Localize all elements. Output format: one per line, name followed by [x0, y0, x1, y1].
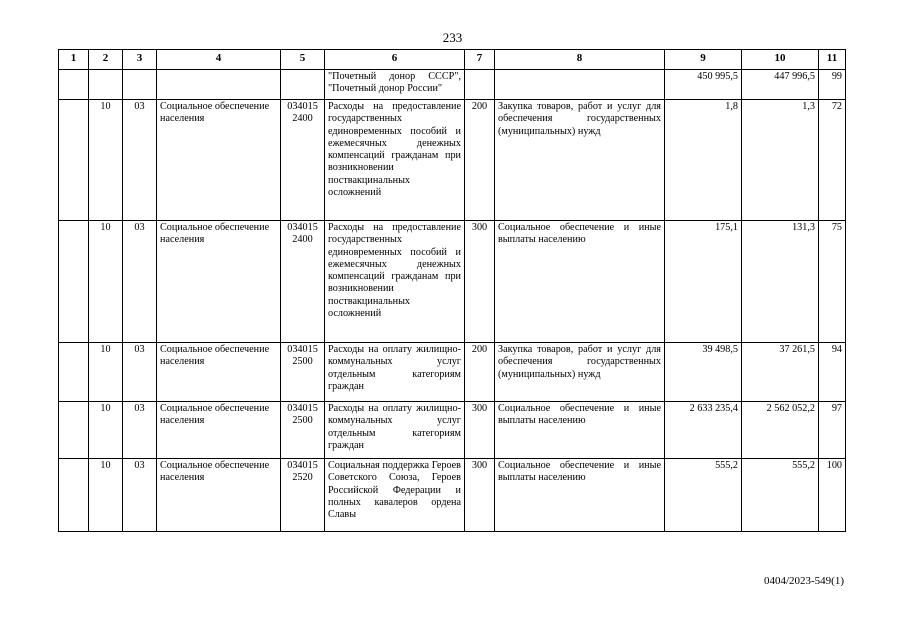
cell-target-name: Расходы на предоставление государственных единовременных пособий и ежемесячных денежных компенсаций гражданам при возникновении поствакцинальных осложнений	[325, 100, 465, 221]
continuation-row	[59, 70, 846, 100]
cell-subsection	[123, 70, 157, 100]
cell-expense-type	[465, 70, 495, 100]
cell-plan-amount: 555,2	[665, 459, 742, 532]
header-cell-8: 8	[495, 50, 665, 70]
cell-target-code: 034015 2400	[281, 100, 325, 221]
cell-target-code: 034015 2400	[281, 221, 325, 343]
cell-percent: 100	[819, 459, 846, 532]
header-cell-6: 6	[325, 50, 465, 70]
header-cell-10: 10	[742, 50, 819, 70]
cell-col1	[59, 70, 89, 100]
header-cell-3: 3	[123, 50, 157, 70]
cell-col1	[59, 402, 89, 459]
cell-expense-type: 300	[465, 459, 495, 532]
cell-subsection: 03	[123, 402, 157, 459]
cell-target-name: Социальная поддержка Героев Советского Союза, Героев Российской Федерации и полных кавалеров ордена Славы	[325, 459, 465, 532]
budget-table	[58, 49, 846, 532]
cell-actual-amount: 37 261,5	[742, 343, 819, 402]
cell-col1	[59, 221, 89, 343]
cell-expense-name: Социальное обеспечение и иные выплаты населению	[495, 402, 665, 459]
header-cell-11: 11	[819, 50, 846, 70]
cell-col1	[59, 100, 89, 221]
cell-actual-amount: 1,3	[742, 100, 819, 221]
header-cell-7: 7	[465, 50, 495, 70]
cell-actual-amount: 447 996,5	[742, 70, 819, 100]
cell-plan-amount: 1,8	[665, 100, 742, 221]
cell-expense-name: Закупка товаров, работ и услуг для обеспечения государственных (муниципальных) нужд	[495, 100, 665, 221]
cell-section: 10	[89, 343, 123, 402]
cell-expense-name: Социальное обеспечение и иные выплаты населению	[495, 221, 665, 343]
cell-col1	[59, 459, 89, 532]
cell-percent: 99	[819, 70, 846, 100]
cell-section: 10	[89, 459, 123, 532]
cell-plan-amount: 175,1	[665, 221, 742, 343]
header-cell-9: 9	[665, 50, 742, 70]
cell-expense-name	[495, 70, 665, 100]
cell-section	[89, 70, 123, 100]
table-row	[59, 459, 846, 532]
cell-target-name: Расходы на оплату жилищно-коммунальных услуг отдельным категориям граждан	[325, 343, 465, 402]
table-row	[59, 343, 846, 402]
cell-plan-amount: 39 498,5	[665, 343, 742, 402]
cell-col1	[59, 343, 89, 402]
cell-section-name	[157, 70, 281, 100]
cell-section-name: Социальное обеспечение населения	[157, 402, 281, 459]
cell-actual-amount: 555,2	[742, 459, 819, 532]
cell-section-name: Социальное обеспечение населения	[157, 221, 281, 343]
cell-target-name: "Почетный донор СССР", "Почетный донор России"	[325, 70, 465, 100]
cell-section: 10	[89, 221, 123, 343]
cell-plan-amount: 2 633 235,4	[665, 402, 742, 459]
cell-section-name: Социальное обеспечение населения	[157, 459, 281, 532]
cell-plan-amount: 450 995,5	[665, 70, 742, 100]
cell-percent: 94	[819, 343, 846, 402]
cell-expense-type: 200	[465, 343, 495, 402]
cell-percent: 75	[819, 221, 846, 343]
cell-target-code: 034015 2520	[281, 459, 325, 532]
header-cell-4: 4	[157, 50, 281, 70]
cell-percent: 97	[819, 402, 846, 459]
cell-subsection: 03	[123, 221, 157, 343]
cell-target-code: 034015 2500	[281, 402, 325, 459]
cell-target-name: Расходы на оплату жилищно-коммунальных услуг отдельным категориям граждан	[325, 402, 465, 459]
header-row	[59, 50, 846, 70]
cell-section-name: Социальное обеспечение населения	[157, 100, 281, 221]
table-row	[59, 221, 846, 343]
cell-expense-name: Социальное обеспечение и иные выплаты населению	[495, 459, 665, 532]
cell-percent: 72	[819, 100, 846, 221]
header-cell-2: 2	[89, 50, 123, 70]
cell-expense-type: 300	[465, 402, 495, 459]
document-code: 0404/2023-549(1)	[763, 575, 844, 587]
table-row	[59, 402, 846, 459]
cell-actual-amount: 131,3	[742, 221, 819, 343]
page-number: 233	[442, 30, 463, 45]
header-cell-1: 1	[59, 50, 89, 70]
cell-subsection: 03	[123, 100, 157, 221]
cell-subsection: 03	[123, 343, 157, 402]
header-cell-5: 5	[281, 50, 325, 70]
cell-target-code	[281, 70, 325, 100]
cell-expense-name: Закупка товаров, работ и услуг для обеспечения государственных (муниципальных) нужд	[495, 343, 665, 402]
cell-subsection: 03	[123, 459, 157, 532]
cell-expense-type: 300	[465, 221, 495, 343]
cell-expense-type: 200	[465, 100, 495, 221]
cell-target-code: 034015 2500	[281, 343, 325, 402]
cell-target-name: Расходы на предоставление государственных единовременных пособий и ежемесячных денежных компенсаций гражданам при возникновении поствакцинальных осложнений	[325, 221, 465, 343]
cell-section-name: Социальное обеспечение населения	[157, 343, 281, 402]
cell-section: 10	[89, 402, 123, 459]
cell-actual-amount: 2 562 052,2	[742, 402, 819, 459]
table-row	[59, 100, 846, 221]
cell-section: 10	[89, 100, 123, 221]
